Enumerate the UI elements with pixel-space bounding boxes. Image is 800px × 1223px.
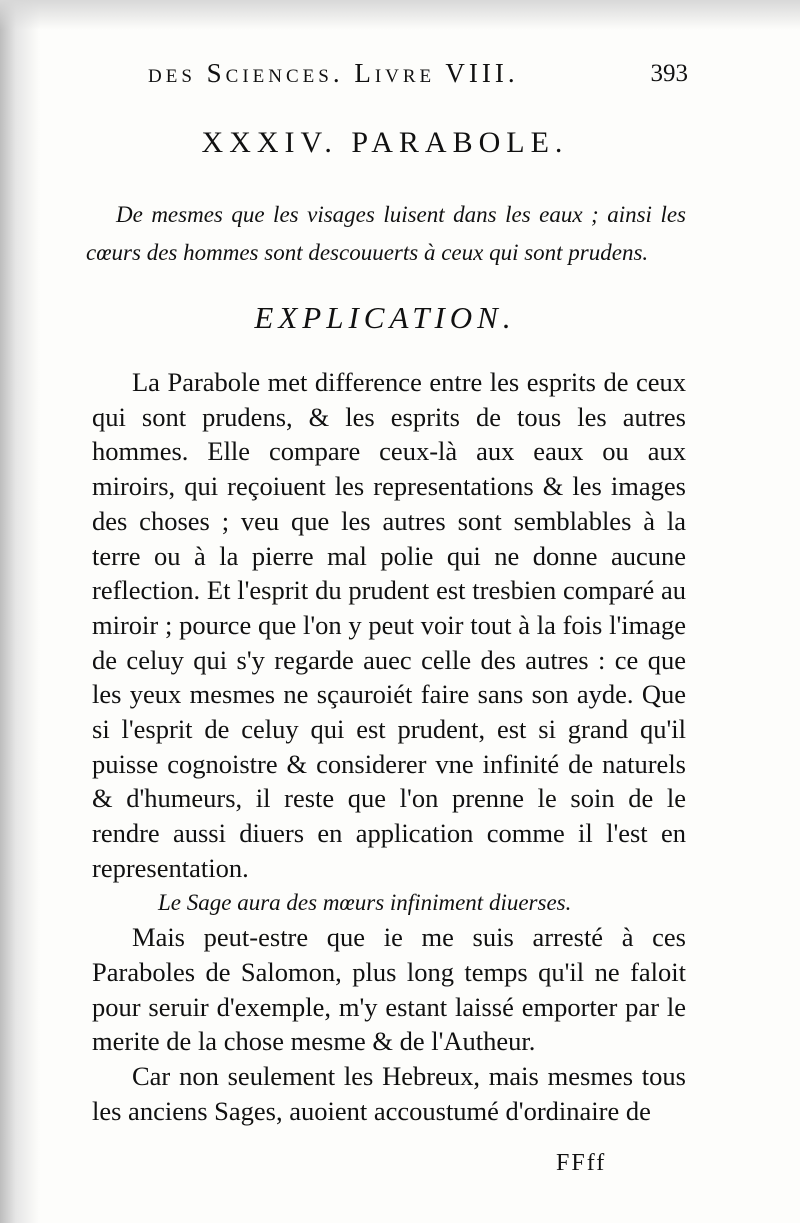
paragraph-salomon: Mais peut-estre que ie me suis arresté à ces Paraboles de Salomon, plus long temps qu'il ne faloit pour seruir d'exemple, m'y estant laissé emporter par le merite de la chose mesme & de l'Autheur.	[92, 922, 686, 1057]
running-head: des Sciences. Livre VIII.	[148, 58, 519, 88]
paragraph-hebreux: Car non seulement les Hebreux, mais mesmes tous les anciens Sages, auoient accoustumé d'ordinaire de	[92, 1061, 686, 1126]
top-edge-shadow	[0, 0, 800, 30]
paragraph-explication: La Parabole met difference entre les esprits de ceux qui sont prudens, & les esprits de tous les autres hommes. Elle compare ceux-là aux eaux ou aux miroirs, qui reçoiuent les representations & les images des choses ; veu que les autres sont semblables à la terre ou à la pierre mal polie qui ne donne aucune reflection. Et l'esprit du prudent est tresbien comparé au miroir ; pource que l'on y peut voir tout à la fois l'image de celuy qui s'y regarde auec celle des autres : ce que les yeux mesmes ne sçauroiét faire sans son ayde. Que si l'esprit de celuy qui est prudent, est si grand qu'il puisse cognoistre & considerer vne infinité de naturels & d'humeurs, il reste que l'on prenne le soin de le rendre aussi diuers en application comme il l'est en representation.	[92, 367, 686, 883]
page-number: 393	[650, 60, 688, 87]
page-header	[148, 58, 688, 98]
body-text	[92, 365, 686, 1128]
binding-shadow	[0, 0, 40, 1223]
quote-line: Le Sage aura des mœurs infiniment diuerses.	[158, 889, 572, 915]
section-title: EXPLICATION.	[254, 300, 516, 335]
parable-title: XXXIV. PARABOLE.	[201, 126, 569, 159]
parable-verse: De mesmes que les visages luisent dans les eaux ; ainsi les cœurs des hommes sont descouuerts à ceux qui sont prudens.	[86, 202, 686, 265]
catchword-signature: FFff	[556, 1150, 607, 1176]
